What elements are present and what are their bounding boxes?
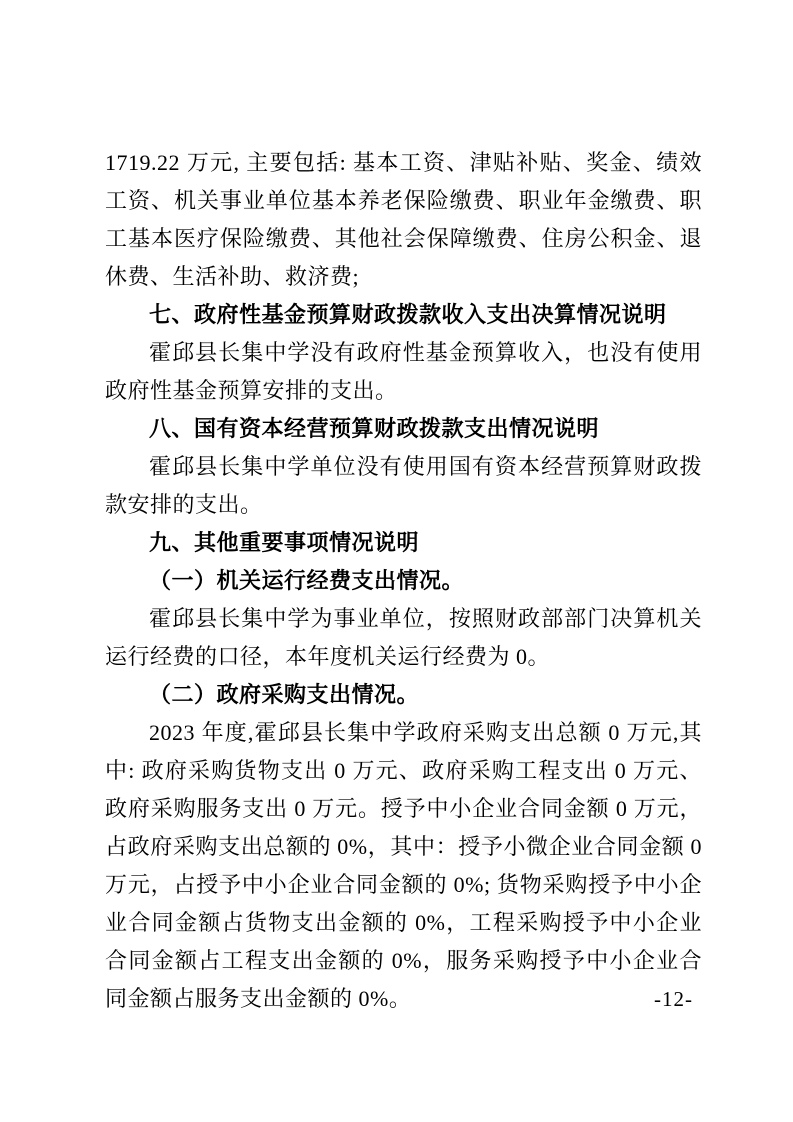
section-8-body: 霍邱县长集中学单位没有使用国有资本经营预算财政拨款安排的支出。 <box>105 454 702 517</box>
section-heading-9-other-important-matters: 九、其他重要事项情况说明 <box>149 530 420 555</box>
section-heading-7-government-fund-budget: 七、政府性基金预算财政拨款收入支出决算情况说明 <box>149 302 667 327</box>
section-7-body: 霍邱县长集中学没有政府性基金预算收入，也没有使用政府性基金预算安排的支出。 <box>105 340 702 403</box>
section-heading-8-state-capital-budget: 八、国有资本经营预算财政拨款支出情况说明 <box>149 416 600 441</box>
page-number: -12- <box>654 987 693 1011</box>
subsection-heading-9-1-operating-expenses: （一）机关运行经费支出情况。 <box>149 568 465 593</box>
paragraph-salary-continuation: 1719.22 万元, 主要包括: 基本工资、津贴补贴、奖金、绩效工资、机关事业单位基本养老保险缴费、职业年金缴费、职工基本医疗保险缴费、其他社会保障缴费、住房公积金、退休费、生活补助、救济费; <box>105 150 702 289</box>
subsection-9-2-body: 2023 年度,霍邱县长集中学政府采购支出总额 0 万元,其中: 政府采购货物支出 0 万元、政府采购工程支出 0 万元、政府采购服务支出 0 万元。授予中小企业合同金额 0 万元，占政府采购支出总额的 0%，其中：授予小微企业合同金额 0 万元，占授予中小企业合同金额的 0%; 货物采购授予中小企业合同金额占货物支出金额的 0%，工程采购授予中小企业合同金额占工程支出金额的 0%，服务采购授予中小企业合同金额占服务支出金额的 0%。 <box>105 720 702 1011</box>
subsection-9-1-body: 霍邱县长集中学为事业单位，按照财政部部门决算机关运行经费的口径，本年度机关运行经费为 0。 <box>105 606 702 669</box>
subsection-heading-9-2-government-procurement: （二）政府采购支出情况。 <box>149 682 420 707</box>
document-body <box>105 144 702 1018</box>
